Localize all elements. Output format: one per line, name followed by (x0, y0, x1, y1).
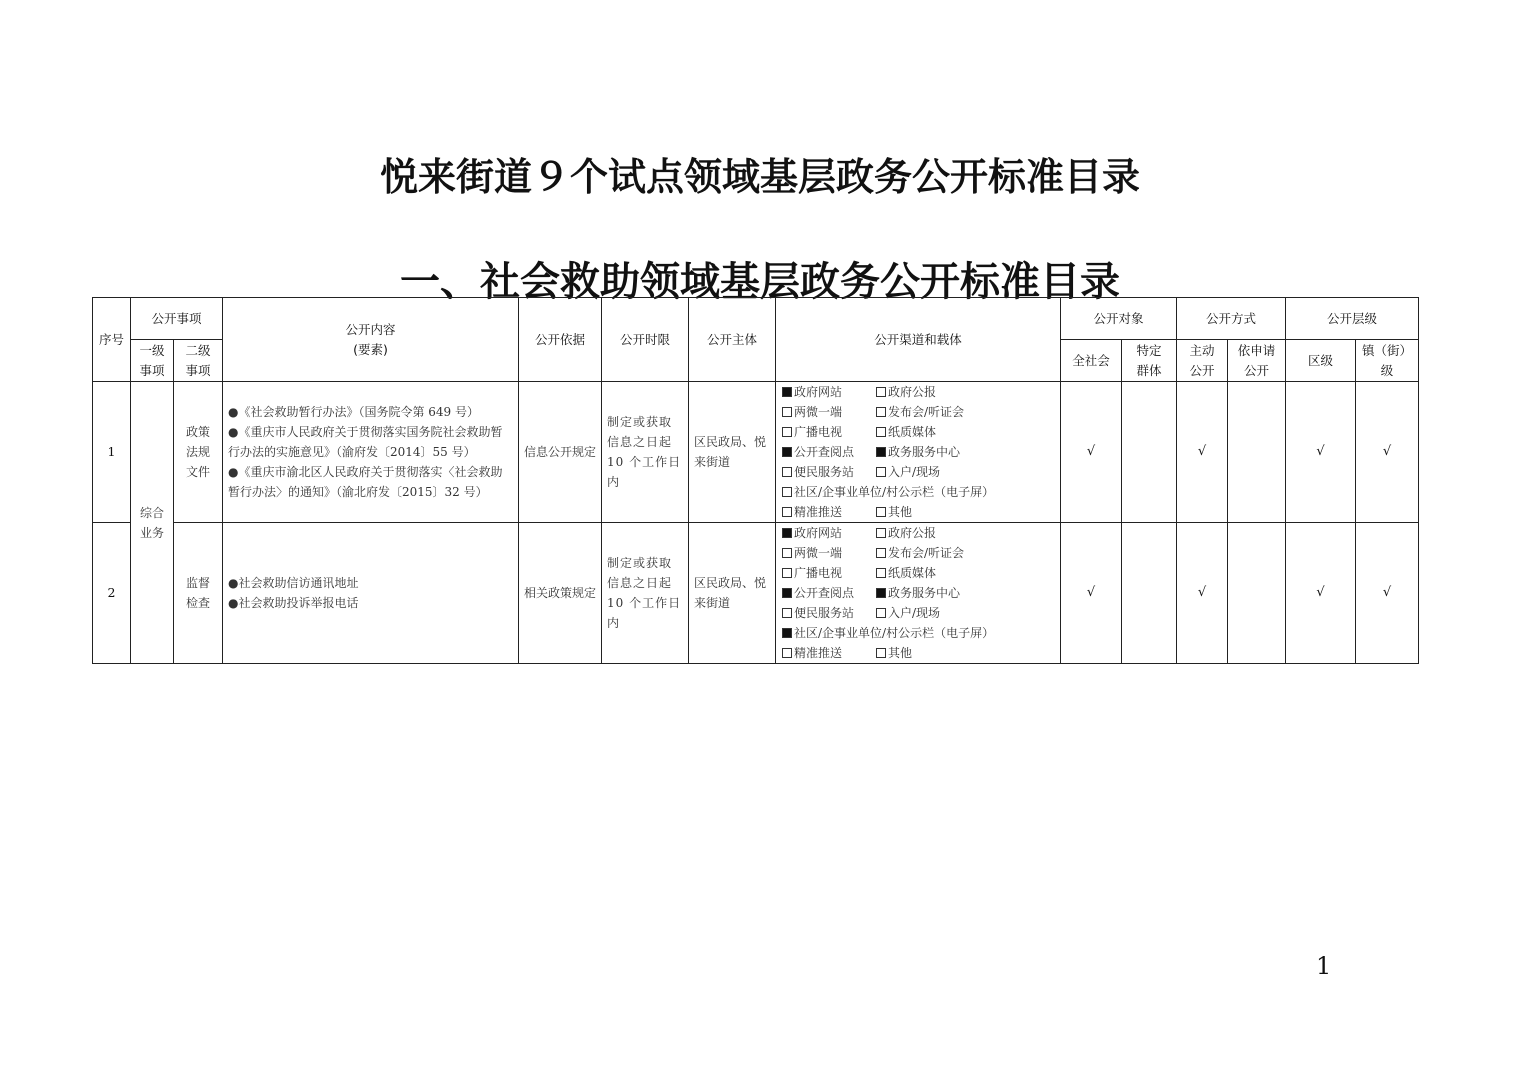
page-number: 1 (1316, 952, 1332, 980)
unchecked-box-icon (782, 487, 792, 497)
channel-label: 政府网站 (794, 385, 843, 399)
channel-option (876, 566, 936, 580)
header-level-town: 镇（街） 级 (1356, 340, 1419, 382)
channel-option (782, 462, 876, 482)
channel-row (782, 442, 1054, 462)
time-limit-cell: 制定或获取信息之日起 10 个工作日内 (602, 523, 689, 664)
channel-label: 两微一端 (794, 405, 843, 419)
subject-cell: 区民政局、悦来街道 (689, 382, 776, 523)
method-active-cell: √ (1177, 523, 1228, 664)
channel-label: 两微一端 (794, 546, 843, 560)
channel-option (876, 405, 964, 419)
time-limit-cell: 制定或获取信息之日起 10 个工作日内 (602, 382, 689, 523)
channel-label: 广播电视 (794, 425, 843, 439)
channel-label: 政府网站 (794, 526, 843, 540)
channel-label: 其他 (888, 646, 913, 660)
header-target: 公开对象 (1061, 298, 1177, 340)
channel-label: 发布会/听证会 (888, 546, 965, 560)
channel-label: 纸质媒体 (888, 566, 937, 580)
channel-label: 政务服务中心 (888, 445, 961, 459)
header-subject: 公开主体 (689, 298, 776, 382)
channel-option (782, 583, 876, 603)
checked-box-icon (782, 387, 792, 397)
header-target-all: 全社会 (1061, 340, 1122, 382)
level2-cell: 政策 法规 文件 (174, 382, 223, 523)
channel-row (782, 422, 1054, 442)
channel-label: 便民服务站 (794, 606, 855, 620)
channel-option (876, 526, 936, 540)
document-title: 悦来街道９个试点领域基层政务公开标准目录 (379, 154, 1140, 199)
channels-cell (776, 523, 1061, 664)
channel-label: 广播电视 (794, 566, 843, 580)
level-town-cell: √ (1356, 523, 1419, 664)
header-method: 公开方式 (1177, 298, 1286, 340)
method-request-cell (1228, 523, 1286, 664)
channel-label: 公开查阅点 (794, 586, 855, 600)
channel-option (782, 563, 876, 583)
target-all-cell: √ (1061, 523, 1122, 664)
channel-row (782, 523, 1054, 543)
checked-box-icon (782, 628, 792, 638)
channel-option (876, 586, 960, 600)
disclosure-table (92, 297, 1419, 664)
target-all-cell: √ (1061, 382, 1122, 523)
level-district-cell: √ (1286, 523, 1356, 664)
table-row (93, 382, 1419, 523)
channel-label: 政府公报 (888, 526, 937, 540)
channel-row (782, 563, 1054, 583)
channel-option (876, 445, 960, 459)
unchecked-box-icon (782, 568, 792, 578)
channel-label: 便民服务站 (794, 465, 855, 479)
channel-option (782, 422, 876, 442)
content-item: ●社会救助投诉举报电话 (228, 596, 359, 610)
channel-row (782, 643, 1054, 663)
header-method-request: 依申请 公开 (1228, 340, 1286, 382)
level-district-cell: √ (1286, 382, 1356, 523)
unchecked-box-icon (876, 507, 886, 517)
level2-cell: 监督 检查 (174, 523, 223, 664)
channel-label: 入户/现场 (888, 606, 941, 620)
header-level2: 二级 事项 (174, 340, 223, 382)
channel-option (782, 502, 876, 522)
content-item: ●《重庆市渝北区人民政府关于贯彻落实〈社会救助暂行办法〉的通知》（渝北府发〔2015〕32 号） (228, 465, 503, 499)
channel-row (782, 402, 1054, 422)
channel-label: 公开查阅点 (794, 445, 855, 459)
target-specific-cell (1122, 382, 1177, 523)
channel-row (782, 583, 1054, 603)
row-seq: 2 (93, 523, 131, 664)
unchecked-box-icon (782, 648, 792, 658)
channel-label: 政务服务中心 (888, 586, 961, 600)
channel-option (782, 543, 876, 563)
unchecked-box-icon (876, 608, 886, 618)
channel-option (876, 505, 912, 519)
header-content: 公开内容 (要素) (223, 298, 519, 382)
unchecked-box-icon (876, 528, 886, 538)
basis-cell: 相关政策规定 (519, 523, 602, 664)
channel-row (782, 462, 1054, 482)
channel-option (876, 385, 936, 399)
unchecked-box-icon (876, 568, 886, 578)
checked-box-icon (876, 588, 886, 598)
channel-option (782, 523, 876, 543)
channel-label: 政府公报 (888, 385, 937, 399)
unchecked-box-icon (782, 427, 792, 437)
channel-option (782, 402, 876, 422)
header-level-district: 区级 (1286, 340, 1356, 382)
level1-cell: 综合 业务 (131, 382, 174, 664)
unchecked-box-icon (782, 548, 792, 558)
channel-option (876, 425, 936, 439)
channel-option (876, 465, 940, 479)
header-channels: 公开渠道和载体 (776, 298, 1061, 382)
header-time-limit: 公开时限 (602, 298, 689, 382)
channel-label: 纸质媒体 (888, 425, 937, 439)
header-basis: 公开依据 (519, 298, 602, 382)
header-method-active: 主动 公开 (1177, 340, 1228, 382)
channel-option (782, 485, 994, 499)
unchecked-box-icon (782, 467, 792, 477)
unchecked-box-icon (876, 648, 886, 658)
channel-option (876, 546, 964, 560)
target-specific-cell (1122, 523, 1177, 664)
channel-row (782, 382, 1054, 402)
subject-cell: 区民政局、悦来街道 (689, 523, 776, 664)
channel-label: 社区/企事业单位/村公示栏（电子屏） (794, 626, 995, 640)
channel-row (782, 623, 1054, 643)
content-item: ●《社会救助暂行办法》（国务院令第 649 号） (228, 405, 480, 419)
channel-label: 其他 (888, 505, 913, 519)
basis-cell: 信息公开规定 (519, 382, 602, 523)
header-matter: 公开事项 (131, 298, 223, 340)
header-level: 公开层级 (1286, 298, 1419, 340)
content-cell (223, 523, 519, 664)
channel-option (876, 646, 912, 660)
channel-option (782, 603, 876, 623)
channel-option (782, 382, 876, 402)
checked-box-icon (782, 528, 792, 538)
unchecked-box-icon (876, 427, 886, 437)
channel-row (782, 603, 1054, 623)
channel-label: 社区/企事业单位/村公示栏（电子屏） (794, 485, 995, 499)
level-town-cell: √ (1356, 382, 1419, 523)
row-seq: 1 (93, 382, 131, 523)
content-item: ●《重庆市人民政府关于贯彻落实国务院社会救助暂行办法的实施意见》（渝府发〔2014〕55 号） (228, 425, 503, 459)
channel-option (782, 626, 994, 640)
table-row (93, 523, 1419, 664)
channels-cell (776, 382, 1061, 523)
checked-box-icon (876, 447, 886, 457)
channel-label: 发布会/听证会 (888, 405, 965, 419)
unchecked-box-icon (876, 387, 886, 397)
section-title: 一、社会救助领域基层政务公开标准目录 (400, 258, 1120, 305)
header-level1: 一级 事项 (131, 340, 174, 382)
channel-option (782, 643, 876, 663)
content-cell (223, 382, 519, 523)
channel-label: 精准推送 (794, 505, 843, 519)
method-request-cell (1228, 382, 1286, 523)
unchecked-box-icon (782, 407, 792, 417)
checked-box-icon (782, 588, 792, 598)
channel-row (782, 543, 1054, 563)
channel-label: 入户/现场 (888, 465, 941, 479)
unchecked-box-icon (782, 507, 792, 517)
channel-label: 精准推送 (794, 646, 843, 660)
unchecked-box-icon (876, 467, 886, 477)
method-active-cell: √ (1177, 382, 1228, 523)
channel-option (782, 442, 876, 462)
header-target-specific: 特定 群体 (1122, 340, 1177, 382)
unchecked-box-icon (782, 608, 792, 618)
unchecked-box-icon (876, 407, 886, 417)
content-item: ●社会救助信访通讯地址 (228, 576, 359, 590)
channel-option (876, 606, 940, 620)
checked-box-icon (782, 447, 792, 457)
header-seq: 序号 (93, 298, 131, 382)
unchecked-box-icon (876, 548, 886, 558)
channel-row (782, 502, 1054, 522)
channel-row (782, 482, 1054, 502)
